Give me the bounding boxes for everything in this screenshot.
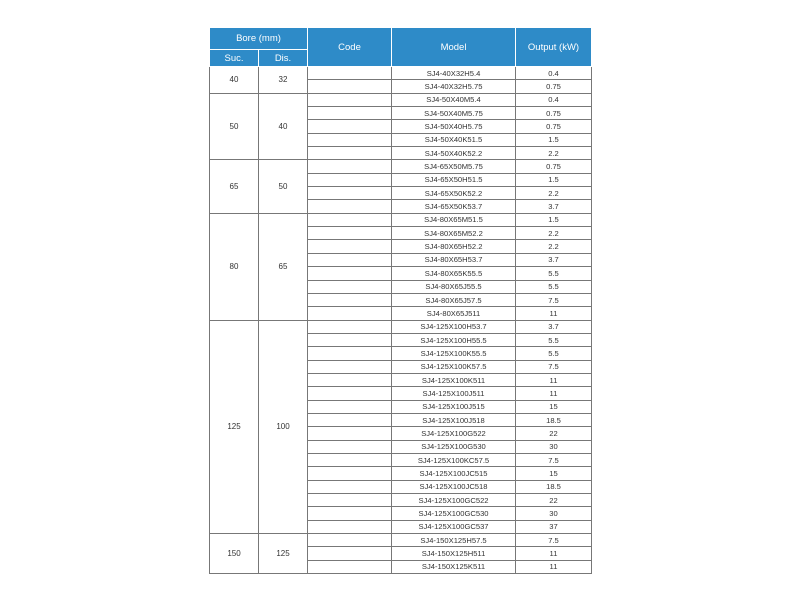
output-cell: 7.5 bbox=[516, 360, 592, 373]
code-cell bbox=[308, 240, 392, 253]
model-cell: SJ4-65X50H51.5 bbox=[392, 173, 516, 186]
output-cell: 37 bbox=[516, 520, 592, 533]
output-cell: 11 bbox=[516, 560, 592, 573]
code-cell bbox=[308, 347, 392, 360]
model-cell: SJ4-125X100JC515 bbox=[392, 467, 516, 480]
model-cell: SJ4-125X100G522 bbox=[392, 427, 516, 440]
output-cell: 1.5 bbox=[516, 173, 592, 186]
model-cell: SJ4-150X125H57.5 bbox=[392, 534, 516, 547]
pump-spec-table bbox=[209, 27, 592, 574]
model-cell: SJ4-125X100G530 bbox=[392, 440, 516, 453]
model-cell: SJ4-50X40K51.5 bbox=[392, 133, 516, 146]
code-cell bbox=[308, 293, 392, 306]
model-cell: SJ4-80X65H53.7 bbox=[392, 253, 516, 266]
code-cell bbox=[308, 373, 392, 386]
code-cell bbox=[308, 534, 392, 547]
model-cell: SJ4-80X65H52.2 bbox=[392, 240, 516, 253]
code-cell bbox=[308, 120, 392, 133]
output-cell: 0.75 bbox=[516, 160, 592, 173]
code-cell bbox=[308, 387, 392, 400]
code-cell bbox=[308, 360, 392, 373]
code-cell bbox=[308, 213, 392, 226]
table-row bbox=[210, 213, 592, 226]
output-cell: 22 bbox=[516, 427, 592, 440]
code-cell bbox=[308, 267, 392, 280]
code-cell bbox=[308, 133, 392, 146]
output-cell: 5.5 bbox=[516, 347, 592, 360]
code-cell bbox=[308, 520, 392, 533]
model-cell: SJ4-50X40H5.75 bbox=[392, 120, 516, 133]
code-cell bbox=[308, 107, 392, 120]
discharge-bore-cell: 125 bbox=[259, 534, 308, 574]
output-cell: 3.7 bbox=[516, 200, 592, 213]
model-cell: SJ4-40X32H5.4 bbox=[392, 67, 516, 80]
suction-bore-cell: 125 bbox=[210, 320, 259, 534]
model-cell: SJ4-125X100H55.5 bbox=[392, 333, 516, 346]
model-cell: SJ4-80X65M52.2 bbox=[392, 227, 516, 240]
model-cell: SJ4-125X100J511 bbox=[392, 387, 516, 400]
model-cell: SJ4-50X40K52.2 bbox=[392, 147, 516, 160]
code-cell bbox=[308, 280, 392, 293]
code-cell bbox=[308, 413, 392, 426]
output-cell: 11 bbox=[516, 387, 592, 400]
code-cell bbox=[308, 320, 392, 333]
code-cell bbox=[308, 187, 392, 200]
model-cell: SJ4-125X100J515 bbox=[392, 400, 516, 413]
code-cell bbox=[308, 307, 392, 320]
model-cell: SJ4-40X32H5.75 bbox=[392, 80, 516, 93]
table-row bbox=[210, 160, 592, 173]
model-cell: SJ4-50X40M5.75 bbox=[392, 107, 516, 120]
code-cell bbox=[308, 80, 392, 93]
output-cell: 3.7 bbox=[516, 253, 592, 266]
output-cell: 7.5 bbox=[516, 453, 592, 466]
output-cell: 18.5 bbox=[516, 480, 592, 493]
model-cell: SJ4-125X100K55.5 bbox=[392, 347, 516, 360]
code-cell bbox=[308, 67, 392, 80]
table-header bbox=[210, 28, 592, 67]
model-cell: SJ4-65X50M5.75 bbox=[392, 160, 516, 173]
output-cell: 22 bbox=[516, 494, 592, 507]
output-cell: 0.4 bbox=[516, 67, 592, 80]
model-cell: SJ4-65X50K53.7 bbox=[392, 200, 516, 213]
output-cell: 18.5 bbox=[516, 413, 592, 426]
code-cell bbox=[308, 547, 392, 560]
code-cell bbox=[308, 227, 392, 240]
model-cell: SJ4-65X50K52.2 bbox=[392, 187, 516, 200]
code-cell bbox=[308, 427, 392, 440]
output-cell: 5.5 bbox=[516, 280, 592, 293]
code-cell bbox=[308, 400, 392, 413]
discharge-bore-cell: 32 bbox=[259, 67, 308, 94]
output-cell: 2.2 bbox=[516, 240, 592, 253]
output-cell: 11 bbox=[516, 307, 592, 320]
model-cell: SJ4-80X65J57.5 bbox=[392, 293, 516, 306]
discharge-bore-cell: 50 bbox=[259, 160, 308, 213]
model-cell: SJ4-50X40M5.4 bbox=[392, 93, 516, 106]
table-row bbox=[210, 67, 592, 80]
model-cell: SJ4-80X65K55.5 bbox=[392, 267, 516, 280]
output-cell: 0.4 bbox=[516, 93, 592, 106]
output-cell: 5.5 bbox=[516, 333, 592, 346]
code-cell bbox=[308, 147, 392, 160]
header-bore: Bore (mm) bbox=[210, 28, 308, 50]
output-cell: 0.75 bbox=[516, 80, 592, 93]
model-cell: SJ4-125X100GC522 bbox=[392, 494, 516, 507]
output-cell: 5.5 bbox=[516, 267, 592, 280]
header-suction: Suc. bbox=[210, 50, 259, 67]
output-cell: 7.5 bbox=[516, 534, 592, 547]
output-cell: 0.75 bbox=[516, 107, 592, 120]
model-cell: SJ4-125X100H53.7 bbox=[392, 320, 516, 333]
output-cell: 30 bbox=[516, 440, 592, 453]
table-body bbox=[210, 67, 592, 574]
table-row bbox=[210, 320, 592, 333]
model-cell: SJ4-80X65J511 bbox=[392, 307, 516, 320]
code-cell bbox=[308, 253, 392, 266]
table-row bbox=[210, 93, 592, 106]
code-cell bbox=[308, 467, 392, 480]
code-cell bbox=[308, 494, 392, 507]
code-cell bbox=[308, 560, 392, 573]
header-code: Code bbox=[308, 28, 392, 67]
header-output: Output (kW) bbox=[516, 28, 592, 67]
model-cell: SJ4-125X100J518 bbox=[392, 413, 516, 426]
model-cell: SJ4-125X100K511 bbox=[392, 373, 516, 386]
model-cell: SJ4-80X65M51.5 bbox=[392, 213, 516, 226]
discharge-bore-cell: 65 bbox=[259, 213, 308, 320]
output-cell: 1.5 bbox=[516, 213, 592, 226]
header-model: Model bbox=[392, 28, 516, 67]
output-cell: 11 bbox=[516, 373, 592, 386]
output-cell: 15 bbox=[516, 400, 592, 413]
code-cell bbox=[308, 333, 392, 346]
output-cell: 15 bbox=[516, 467, 592, 480]
model-cell: SJ4-125X100KC57.5 bbox=[392, 453, 516, 466]
discharge-bore-cell: 100 bbox=[259, 320, 308, 534]
model-cell: SJ4-125X100GC537 bbox=[392, 520, 516, 533]
output-cell: 2.2 bbox=[516, 227, 592, 240]
output-cell: 7.5 bbox=[516, 293, 592, 306]
code-cell bbox=[308, 480, 392, 493]
code-cell bbox=[308, 200, 392, 213]
suction-bore-cell: 150 bbox=[210, 534, 259, 574]
code-cell bbox=[308, 453, 392, 466]
output-cell: 11 bbox=[516, 547, 592, 560]
code-cell bbox=[308, 160, 392, 173]
model-cell: SJ4-150X125K511 bbox=[392, 560, 516, 573]
output-cell: 0.75 bbox=[516, 120, 592, 133]
suction-bore-cell: 40 bbox=[210, 67, 259, 94]
suction-bore-cell: 80 bbox=[210, 213, 259, 320]
table-row bbox=[210, 534, 592, 547]
discharge-bore-cell: 40 bbox=[259, 93, 308, 160]
model-cell: SJ4-125X100GC530 bbox=[392, 507, 516, 520]
output-cell: 2.2 bbox=[516, 187, 592, 200]
model-cell: SJ4-125X100K57.5 bbox=[392, 360, 516, 373]
output-cell: 2.2 bbox=[516, 147, 592, 160]
code-cell bbox=[308, 507, 392, 520]
model-cell: SJ4-150X125H511 bbox=[392, 547, 516, 560]
output-cell: 30 bbox=[516, 507, 592, 520]
model-cell: SJ4-80X65J55.5 bbox=[392, 280, 516, 293]
output-cell: 1.5 bbox=[516, 133, 592, 146]
suction-bore-cell: 50 bbox=[210, 93, 259, 160]
code-cell bbox=[308, 440, 392, 453]
code-cell bbox=[308, 93, 392, 106]
model-cell: SJ4-125X100JC518 bbox=[392, 480, 516, 493]
suction-bore-cell: 65 bbox=[210, 160, 259, 213]
header-discharge: Dis. bbox=[259, 50, 308, 67]
output-cell: 3.7 bbox=[516, 320, 592, 333]
code-cell bbox=[308, 173, 392, 186]
